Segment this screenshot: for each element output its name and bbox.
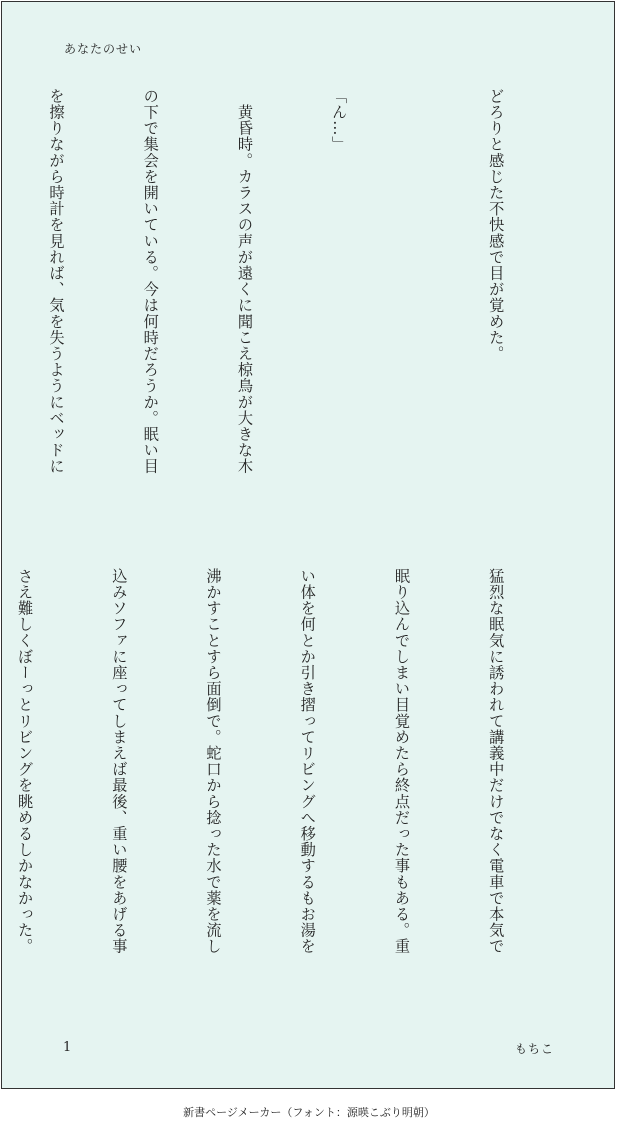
text-line: の下で集会を開いている。今は何時だろうか。眠い目 [141, 88, 160, 475]
text-block-top [0, 88, 574, 518]
text-line: を擦りながら時計を見れば、気を失うようにベッドに [47, 88, 66, 475]
text-line: さえ難しくぼーっとリビングを眺めるしかなかった。 [16, 568, 35, 955]
text-line: 眠り込んでしまい目覚めたら終点だった事もある。重 [392, 568, 411, 955]
running-title: あなたのせい [64, 42, 143, 56]
text-line: 猛烈な眠気に誘われて講義中だけでなく電車で本気で [487, 568, 506, 955]
author-name: もちこ [514, 1042, 554, 1056]
text-line: 「ん…」 [330, 88, 349, 153]
generator-caption: 新書ページメーカー（フォント：源暎こぶり明朝） [183, 1106, 435, 1119]
text-line: どろりと感じた不快感で目が覚めた。 [487, 88, 506, 362]
page-number: 1 [63, 1040, 72, 1055]
text-block-bottom [0, 568, 574, 998]
text-line: 込みソファに座ってしまえば最後、重い腰をあげる事 [110, 568, 129, 955]
text-line: 沸かすことすら面倒で。蛇口から捻った水で薬を流し [204, 568, 223, 955]
text-line: い体を何とか引き摺ってリビングへ移動するもお湯を [298, 568, 317, 955]
manuscript-page [1, 1, 615, 1089]
text-line: 黄昏時。カラスの声が遠くに聞こえ椋鳥が大きな木 [235, 88, 254, 475]
